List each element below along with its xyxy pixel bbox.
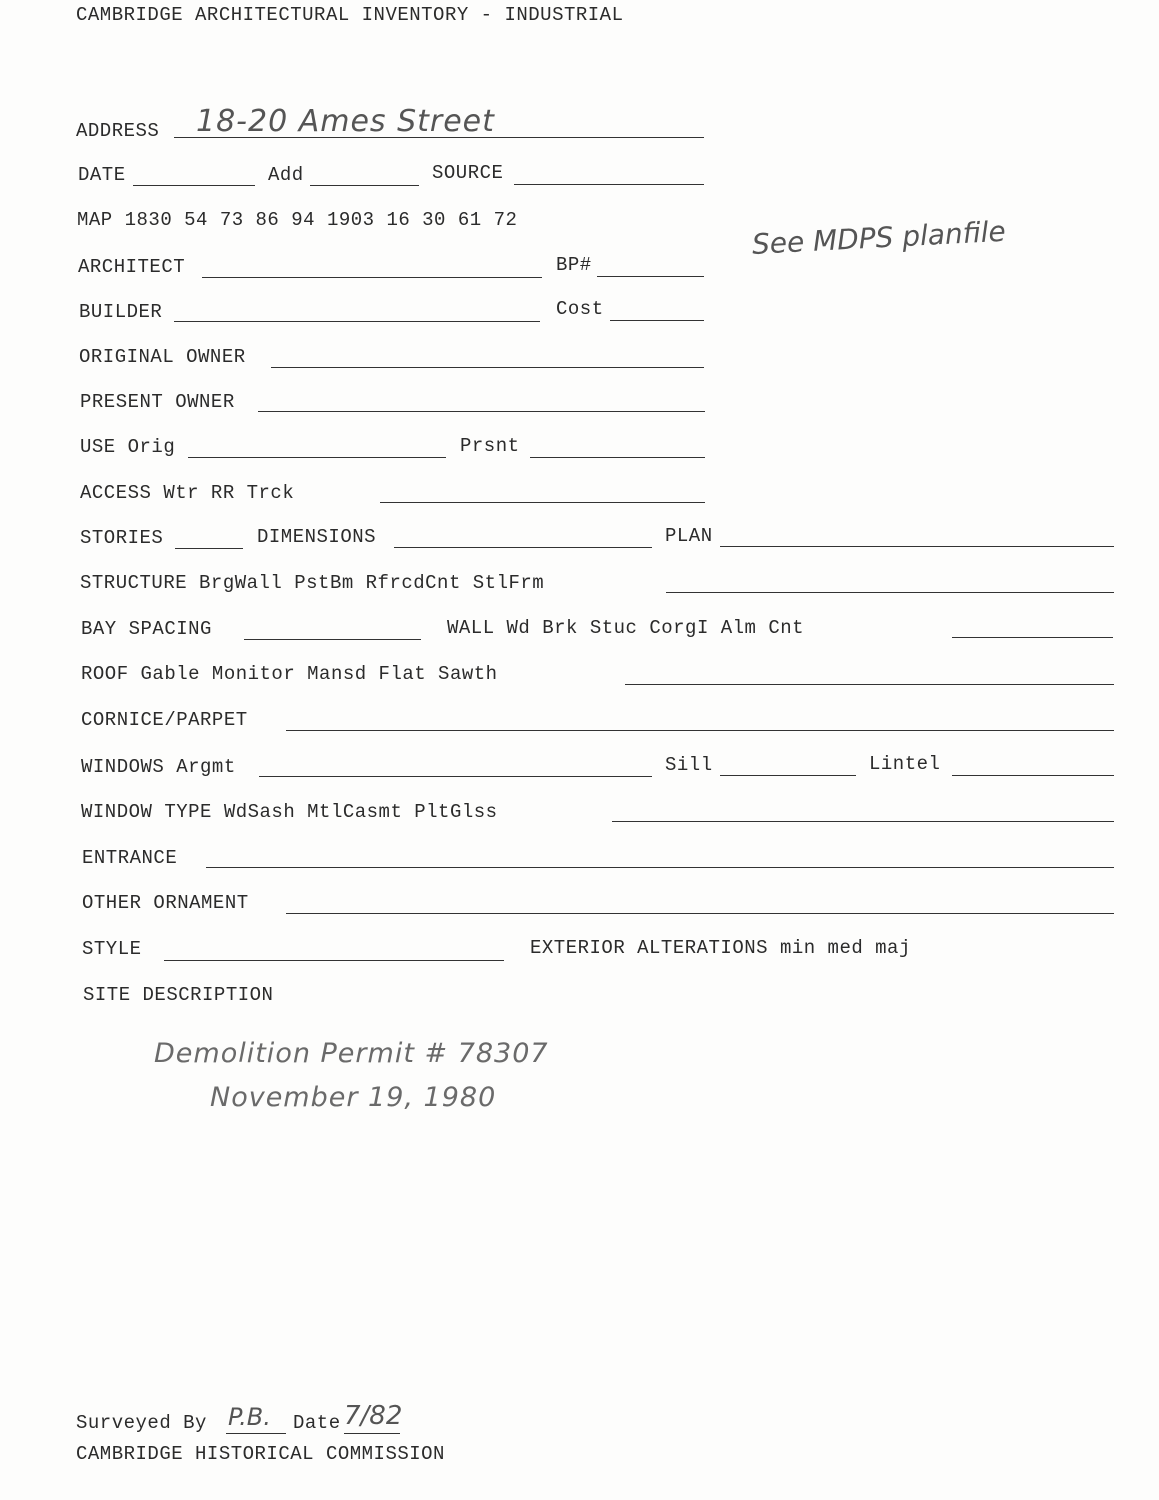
use-prsnt-line <box>530 457 705 458</box>
architect-line <box>202 277 542 278</box>
window-type-label: WINDOW TYPE WdSash MtlCasmt PltGlss <box>81 801 498 823</box>
entrance-label: ENTRANCE <box>82 847 178 869</box>
windows-label: WINDOWS Argmt <box>81 756 236 778</box>
dimensions-label: DIMENSIONS <box>257 526 377 548</box>
cost-line <box>610 320 704 321</box>
stories-label: STORIES <box>80 527 164 549</box>
bay-spacing-label: BAY SPACING <box>81 618 212 640</box>
bp-label: BP# <box>556 254 592 276</box>
original-owner-line <box>271 367 704 368</box>
commission-name: CAMBRIDGE HISTORICAL COMMISSION <box>76 1443 445 1465</box>
dimensions-line <box>394 547 652 548</box>
present-owner-line <box>258 411 705 412</box>
access-line <box>380 502 705 503</box>
use-prsnt-label: Prsnt <box>460 435 520 457</box>
surveyed-by-label: Surveyed By <box>76 1412 207 1434</box>
address-handwritten: 18-20 Ames Street <box>196 104 495 139</box>
form-title: CAMBRIDGE ARCHITECTURAL INVENTORY - INDUSTRIAL <box>76 4 624 26</box>
demolition-permit-note: Demolition Permit # 78307 <box>154 1038 549 1069</box>
builder-label: BUILDER <box>79 301 163 323</box>
style-label: STYLE <box>82 938 142 960</box>
use-orig-label: USE Orig <box>80 436 176 458</box>
exterior-alterations-label: EXTERIOR ALTERATIONS min med maj <box>530 937 911 959</box>
entrance-line <box>206 867 1114 868</box>
structure-label: STRUCTURE BrgWall PstBm RfrcdCnt StlFrm <box>80 572 545 594</box>
wall-label: WALL Wd Brk Stuc CorgI Alm Cnt <box>447 617 805 639</box>
access-label: ACCESS Wtr RR Trck <box>80 482 295 504</box>
plan-line <box>720 546 1114 547</box>
style-line <box>164 960 504 961</box>
add-line <box>310 185 419 186</box>
cornice-label: CORNICE/PARPET <box>81 709 248 731</box>
roof-label: ROOF Gable Monitor Mansd Flat Sawth <box>81 663 498 685</box>
date-line <box>133 185 255 186</box>
other-ornament-line <box>286 913 1114 914</box>
architect-label: ARCHITECT <box>78 256 186 278</box>
site-description-label: SITE DESCRIPTION <box>83 984 274 1006</box>
address-label: ADDRESS <box>76 120 160 142</box>
other-ornament-label: OTHER ORNAMENT <box>82 892 249 914</box>
source-line <box>514 184 704 185</box>
survey-date-label: Date <box>293 1412 341 1434</box>
plan-label: PLAN <box>665 525 713 547</box>
roof-line <box>625 684 1114 685</box>
bay-spacing-line <box>244 639 421 640</box>
map-years: MAP 1830 54 73 86 94 1903 16 30 61 72 <box>77 209 518 231</box>
structure-line <box>666 592 1114 593</box>
cornice-line <box>286 730 1114 731</box>
demolition-date-note: November 19, 1980 <box>210 1082 497 1113</box>
surveyed-by-line <box>226 1433 286 1434</box>
survey-date-line <box>344 1433 400 1434</box>
cost-label: Cost <box>556 298 604 320</box>
present-owner-label: PRESENT OWNER <box>80 391 235 413</box>
sill-line <box>720 775 856 776</box>
use-orig-line <box>188 457 446 458</box>
date-label: DATE <box>78 164 126 186</box>
windows-argmt-line <box>259 776 652 777</box>
window-type-line <box>612 821 1114 822</box>
sill-label: Sill <box>665 754 713 776</box>
lintel-line <box>952 775 1114 776</box>
wall-line <box>952 637 1113 638</box>
lintel-label: Lintel <box>869 753 941 775</box>
builder-line <box>174 321 540 322</box>
original-owner-label: ORIGINAL OWNER <box>79 346 246 368</box>
survey-date-handwritten: 7/82 <box>344 1401 403 1431</box>
source-label: SOURCE <box>432 162 504 184</box>
add-label: Add <box>268 164 304 186</box>
stories-line <box>175 548 243 549</box>
surveyor-initials: P.B. <box>228 1403 271 1431</box>
bp-line <box>597 276 704 277</box>
planfile-note: See MDPS planfile <box>751 214 1007 261</box>
